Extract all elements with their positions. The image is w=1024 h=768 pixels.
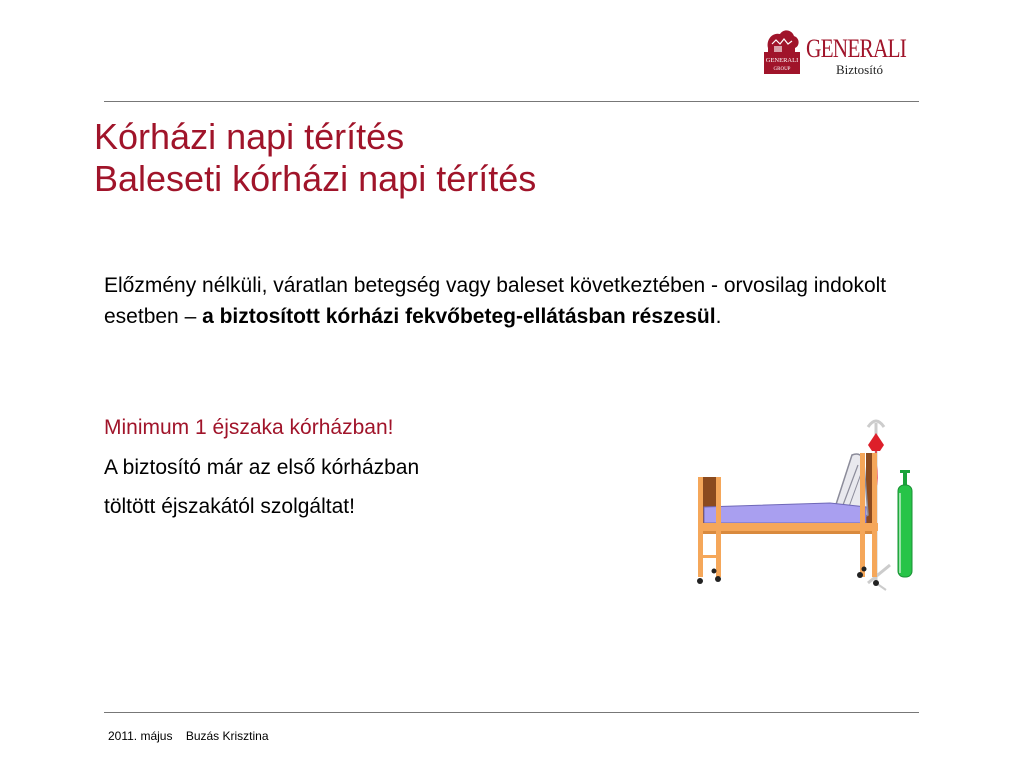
logo-subtitle: Biztosító bbox=[836, 62, 883, 77]
description-bold-text: a biztosított kórházi fekvőbeteg-ellátásban részesül bbox=[202, 305, 716, 328]
description-period: . bbox=[715, 305, 722, 328]
footer-date: 2011. május bbox=[108, 729, 173, 743]
description-text: Előzmény nélküli, váratlan betegség vagy baleset következtében - orvosilag indokolt esetben – bbox=[104, 274, 887, 328]
description-paragraph bbox=[104, 270, 904, 332]
title-line-2: Baleseti kórházi napi térítés bbox=[94, 158, 537, 199]
title-line-1: Kórházi napi térítés bbox=[94, 116, 405, 157]
hospital-bed-icon bbox=[690, 415, 922, 593]
minimum-night-highlight: Minimum 1 éjszaka kórházban! bbox=[104, 416, 394, 439]
footer bbox=[108, 729, 269, 743]
logo-wordmark: GENERALI bbox=[806, 34, 907, 63]
bottom-divider bbox=[104, 712, 919, 713]
logo-mark-subtext: GROUP bbox=[773, 67, 791, 72]
first-night-line: A biztosító már az első kórházban bbox=[104, 456, 420, 479]
slide-title bbox=[94, 116, 536, 200]
logo-mark-text: GENERALI bbox=[765, 57, 799, 64]
generali-lion-icon bbox=[762, 26, 802, 76]
service-line: töltött éjszakától szolgáltat! bbox=[104, 495, 355, 518]
footer-author: Buzás Krisztina bbox=[185, 729, 269, 743]
generali-logo bbox=[762, 24, 922, 80]
top-divider bbox=[104, 101, 919, 102]
